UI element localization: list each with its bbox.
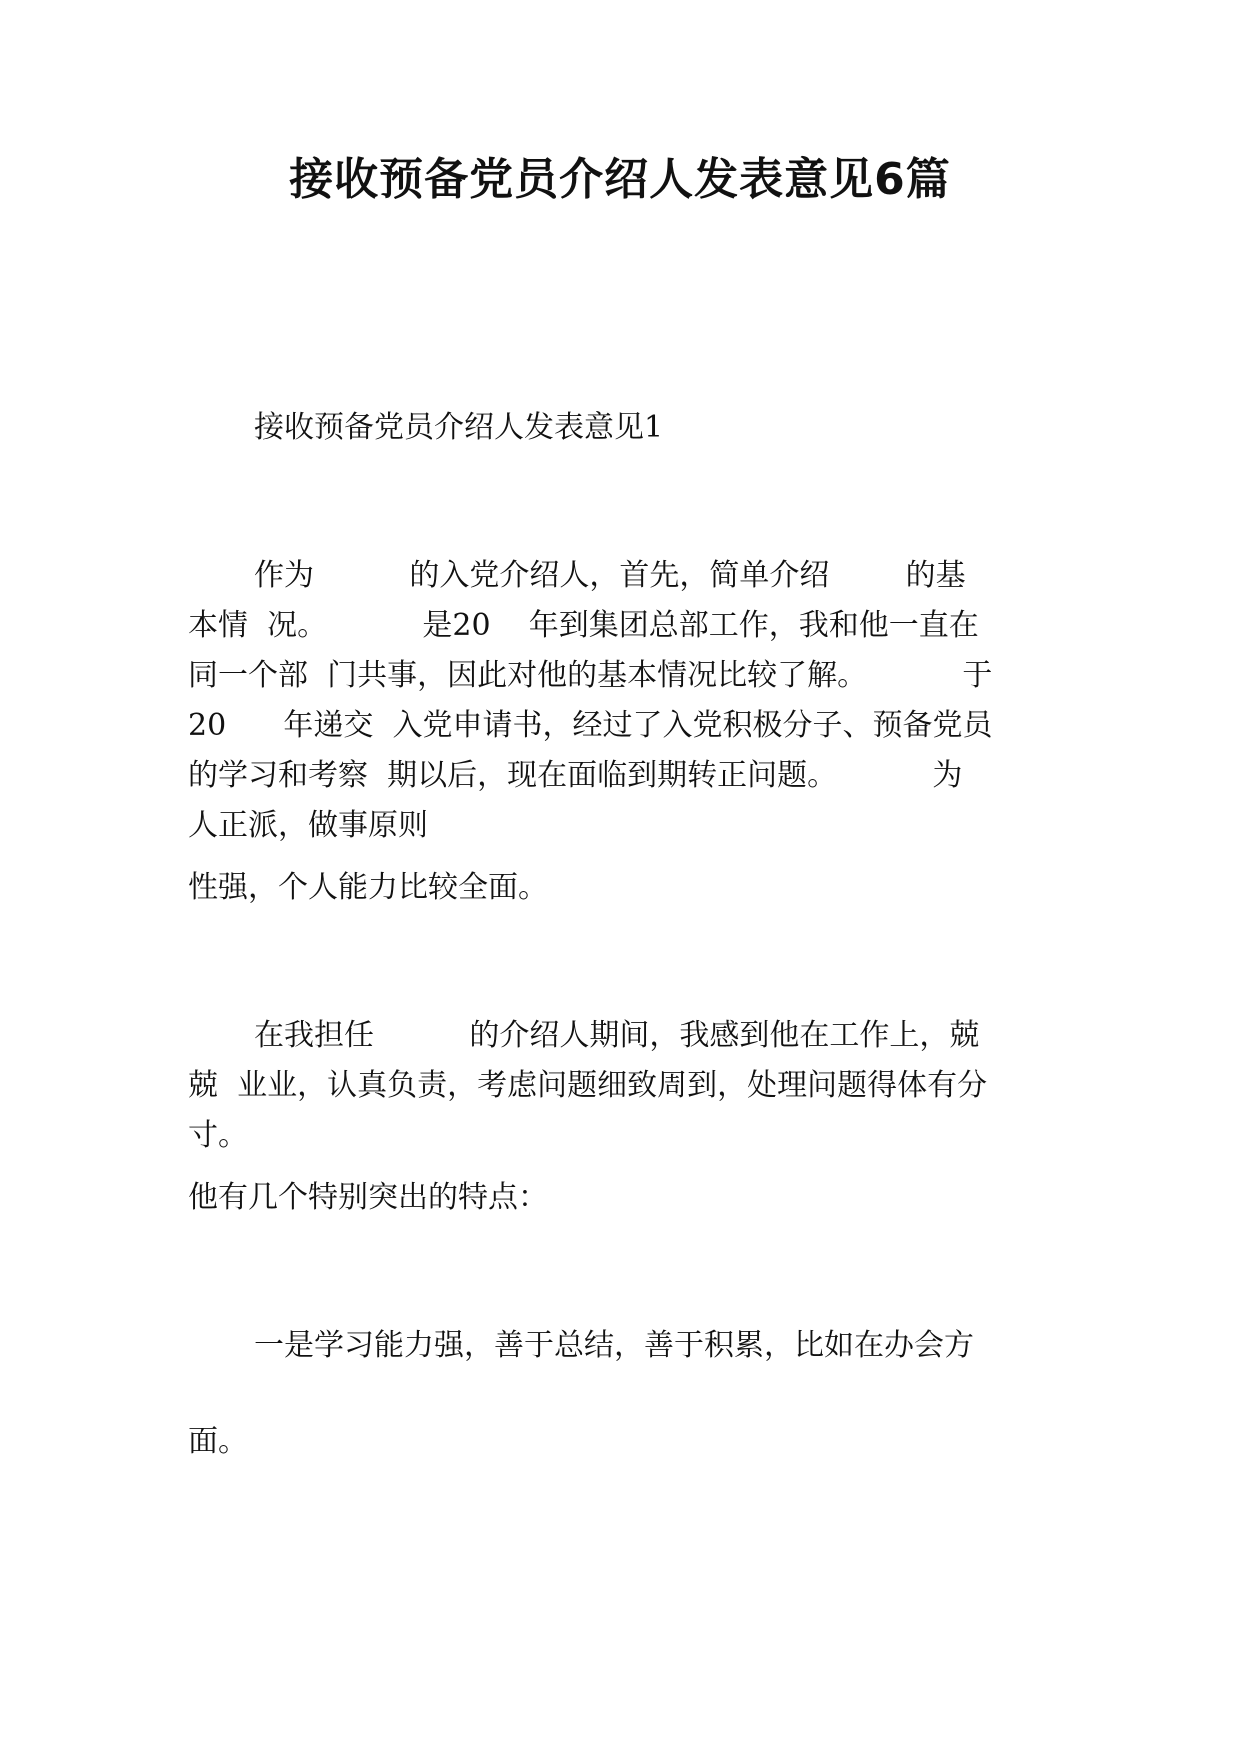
paragraph-1-line-1: 作为 的入党介绍人，首先，简单介绍 的基 <box>254 558 966 593</box>
document-title: 接收预备党员介绍人发表意见6篇 <box>289 154 951 205</box>
paragraph-2-tail: 他有几个特别突出的特点： <box>188 1180 548 1215</box>
paragraph-2-line-2: 兢 业业，认真负责，考虑问题细致周到，处理问题得体有分 <box>188 1068 988 1103</box>
paragraph-1-tail: 性强，个人能力比较全面。 <box>188 870 548 905</box>
paragraph-3-line-1: 一是学习能力强，善于总结，善于积累，比如在办会方 <box>254 1328 974 1363</box>
paragraph-1-line-2: 本情 况。 是20 年到集团总部工作，我和他一直在 <box>188 608 979 643</box>
paragraph-2-line-3: 寸。 <box>188 1118 248 1153</box>
paragraph-1-line-5: 的学习和考察 期以后，现在面临到期转正问题。 为 <box>188 758 963 793</box>
paragraph-1-line-3: 同一个部 门共事，因此对他的基本情况比较了解。 于 <box>188 658 993 693</box>
paragraph-1-line-6: 人正派，做事原则 <box>188 808 428 843</box>
paragraph-1-line-4: 20 年递交 入党申请书，经过了入党积极分子、预备党员 <box>188 708 993 743</box>
paragraph-3-tail: 面。 <box>188 1424 248 1459</box>
section-heading: 接收预备党员介绍人发表意见1 <box>254 410 664 445</box>
paragraph-2-line-1: 在我担任 的介绍人期间，我感到他在工作上，兢 <box>254 1018 980 1053</box>
